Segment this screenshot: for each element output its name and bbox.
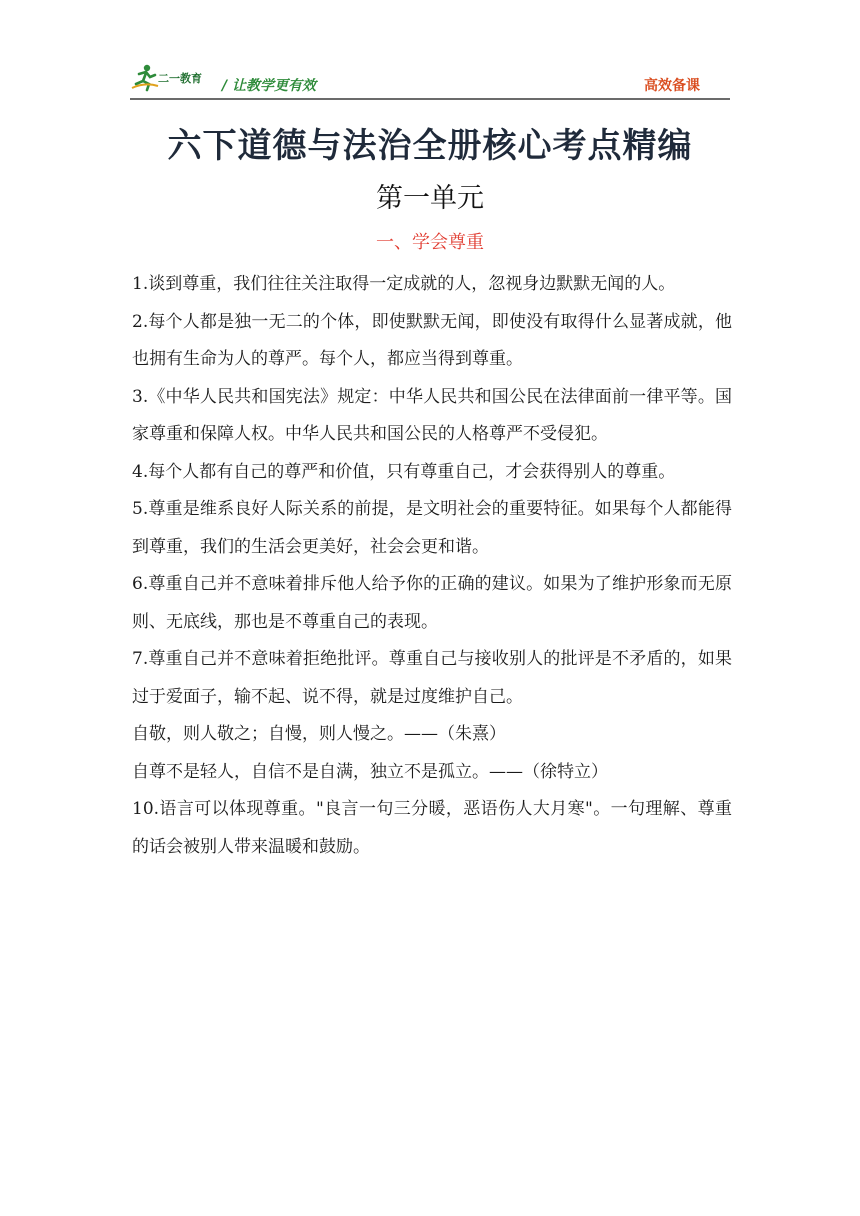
logo-text: 二一教育 [158,72,202,85]
quote-line: 自敬，则人敬之；自慢，则人慢之。——（朱熹） [132,724,506,744]
header-right-tag: 高效备课 [644,78,700,94]
quote-line: 自尊不是轻人，自信不是自满，独立不是孤立。——（徐特立） [132,761,608,782]
paragraph: 4.每个人都有自己的尊严和价值，只有尊重自己，才会获得别人的尊重。 [132,461,676,482]
paragraph: 6.尊重自己并不意味着排斥他人给予你的正确的建议。如果为了维护形象而无原则、无底线，那也是不尊重自己的表现。 [132,574,732,632]
paragraph: 2.每个人都是独一无二的个体，即使默默无闻，即使没有取得什么显著成就，他也拥有生命为人的尊严。每个人，都应当得到尊重。 [132,311,732,369]
paragraph: 1.谈到尊重，我们往往关注取得一定成就的人，忽视身边默默无闻的人。 [132,274,676,294]
runner-logo-icon [130,62,160,94]
paragraph: 5.尊重是维系良好人际关系的前提，是文明社会的重要特征。如果每个人都能得到尊重，我们的生活会更美好，社会会更和谐。 [132,499,732,557]
header-slogan: / 让教学更有效 [222,78,316,94]
document-body [132,266,732,866]
page-title: 六下道德与法治全册核心考点精编 [167,126,693,166]
logo [130,62,220,94]
section-title: 一、学会尊重 [376,232,484,253]
paragraph: 7.尊重自己并不意味着拒绝批评。尊重自己与接收别人的批评是不矛盾的，如果过于爱面子，输不起、说不得，就是过度维护自己。 [132,649,732,707]
unit-title: 第一单元 [376,183,484,214]
paragraph: 10.语言可以体现尊重。"良言一句三分暖，恶语伤人大月寒"。一句理解、尊重的话会被别人带来温暖和鼓励。 [132,799,732,857]
page-header [130,62,730,100]
paragraph: 3.《中华人民共和国宪法》规定：中华人民共和国公民在法律面前一律平等。国家尊重和保障人权。中华人民共和国公民的人格尊严不受侵犯。 [132,386,732,444]
